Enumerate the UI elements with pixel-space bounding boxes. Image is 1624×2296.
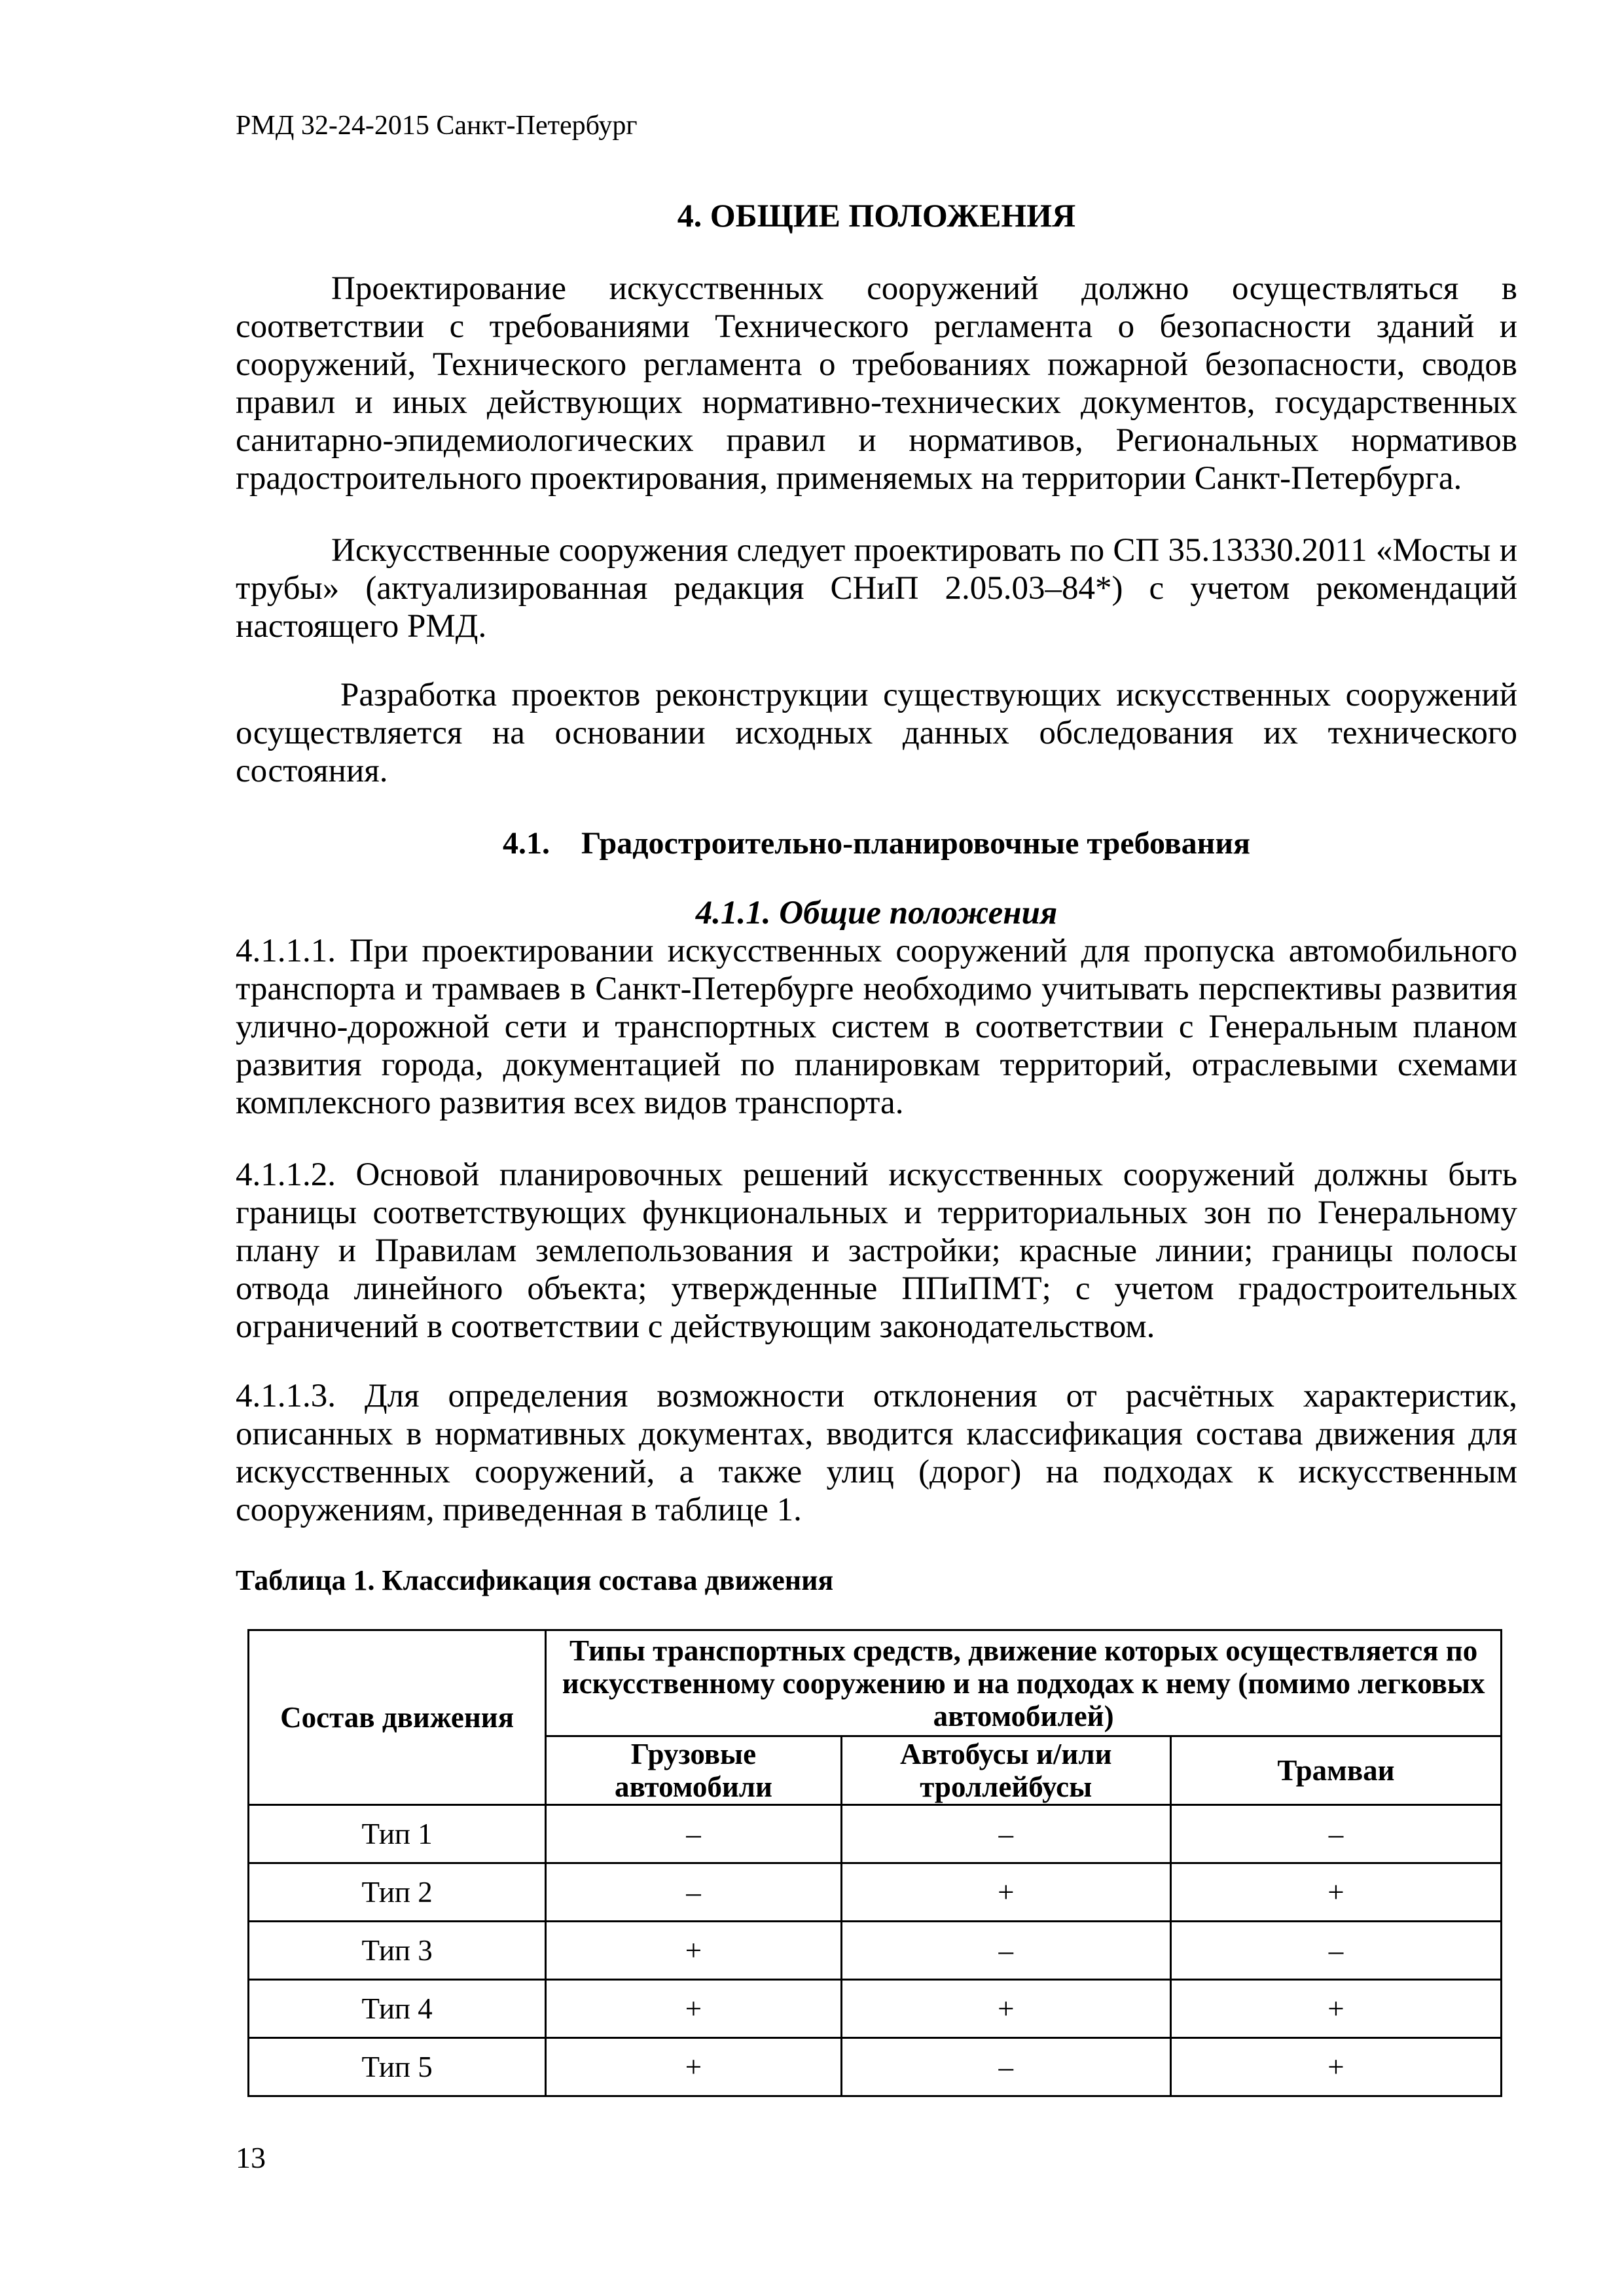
- clause: 4.1.1.1. При проектировании искусственных сооружений для пропуска автомобильного транспорта и трамваев в Санкт-Петербурге необходимо учитывать перспективы развития улично-дорожной сети и транспортных систем в соответствии с Генеральным планом развития города, документацией по планировкам территорий, отраслевыми схемами комплексного развития всех видов транспорта.: [236, 933, 1517, 1121]
- cell: –: [841, 2038, 1170, 2096]
- section-title: 4. ОБЩИЕ ПОЛОЖЕНИЯ: [677, 197, 1076, 234]
- cell: –: [1170, 1922, 1501, 1980]
- cell: Тип 2: [249, 1863, 546, 1922]
- col-header-buses: Автобусы и/или троллейбусы: [841, 1736, 1170, 1805]
- col-header-trucks: Грузовые автомобили: [546, 1736, 841, 1805]
- clause: 4.1.1.3. Для определения возможности отклонения от расчётных характеристик, описанных в нормативных документах, вводится классификация состава движения для искусственных сооружений, а также улиц (дорог) на подходах к искусственным сооружениям, приведенная в таблице 1.: [236, 1378, 1517, 1528]
- group-header-vehicle-types: Типы транспортных средств, движение которых осуществляется по искусственному сооружению и на подходах к нему (помимо легковых автомобилей): [546, 1630, 1502, 1736]
- cell: Тип 5: [249, 2038, 546, 2096]
- cell: +: [841, 1980, 1170, 2038]
- cell: –: [546, 1805, 841, 1863]
- table-row: [249, 1863, 1502, 1922]
- cell: +: [841, 1863, 1170, 1922]
- clause: 4.1.1.2. Основой планировочных решений искусственных сооружений должны быть границы соответствующих функциональных и территориальных зон по Генеральному плану и Правилам землепользования и застройки; красные линии; границы полосы отвода линейного объекта; утвержденные ППиПМТ; с учетом градостроительных ограничений в соответствии с действующим законодательством.: [236, 1157, 1517, 1345]
- cell: Тип 4: [249, 1980, 546, 2038]
- cell: –: [546, 1863, 841, 1922]
- col-header-traffic-composition: Состав движения: [249, 1630, 546, 1805]
- running-header: РМД 32-24-2015 Санкт-Петербург: [236, 111, 638, 141]
- cell: +: [546, 2038, 841, 2096]
- table-caption: Таблица 1. Классификация состава движения: [236, 1564, 834, 1596]
- subsubsection-title: 4.1.1. Общие положения: [695, 895, 1058, 931]
- cell: –: [841, 1922, 1170, 1980]
- table-row: [249, 1922, 1502, 1980]
- traffic-classification-table: [247, 1629, 1502, 2097]
- col-header-trams: Трамваи: [1170, 1736, 1501, 1805]
- cell: +: [1170, 1863, 1501, 1922]
- cell: +: [546, 1922, 841, 1980]
- subsection-title: 4.1. Градостроительно-планировочные требования: [503, 826, 1250, 861]
- page-number: 13: [236, 2141, 266, 2174]
- table-row: [249, 2038, 1502, 2096]
- cell: +: [1170, 2038, 1501, 2096]
- paragraph: Проектирование искусственных сооружений должно осуществляться в соответствии с требованиями Технического регламента о безопасности зданий и сооружений, Технического регламента о требованиях пожарной безопасности, сводов правил и иных действующих нормативно-технических документов, государственных санитарно-эпидемиологических правил и нормативов, Региональных нормативов градостроительного проектирования, применяемых на территории Санкт-Петербурга.: [236, 270, 1517, 497]
- cell: –: [841, 1805, 1170, 1863]
- cell: +: [1170, 1980, 1501, 2038]
- table-row: [249, 1980, 1502, 2038]
- cell: +: [546, 1980, 841, 2038]
- cell: Тип 1: [249, 1805, 546, 1863]
- table-row: [249, 1805, 1502, 1863]
- paragraph: Разработка проектов реконструкции существующих искусственных сооружений осуществляется на основании исходных данных обследования их технического состояния.: [236, 677, 1517, 789]
- cell: Тип 3: [249, 1922, 546, 1980]
- paragraph: Искусственные сооружения следует проектировать по СП 35.13330.2011 «Мосты и трубы» (актуализированная редакция СНиП 2.05.03–84*) с учетом рекомендаций настоящего РМД.: [236, 532, 1517, 645]
- cell: –: [1170, 1805, 1501, 1863]
